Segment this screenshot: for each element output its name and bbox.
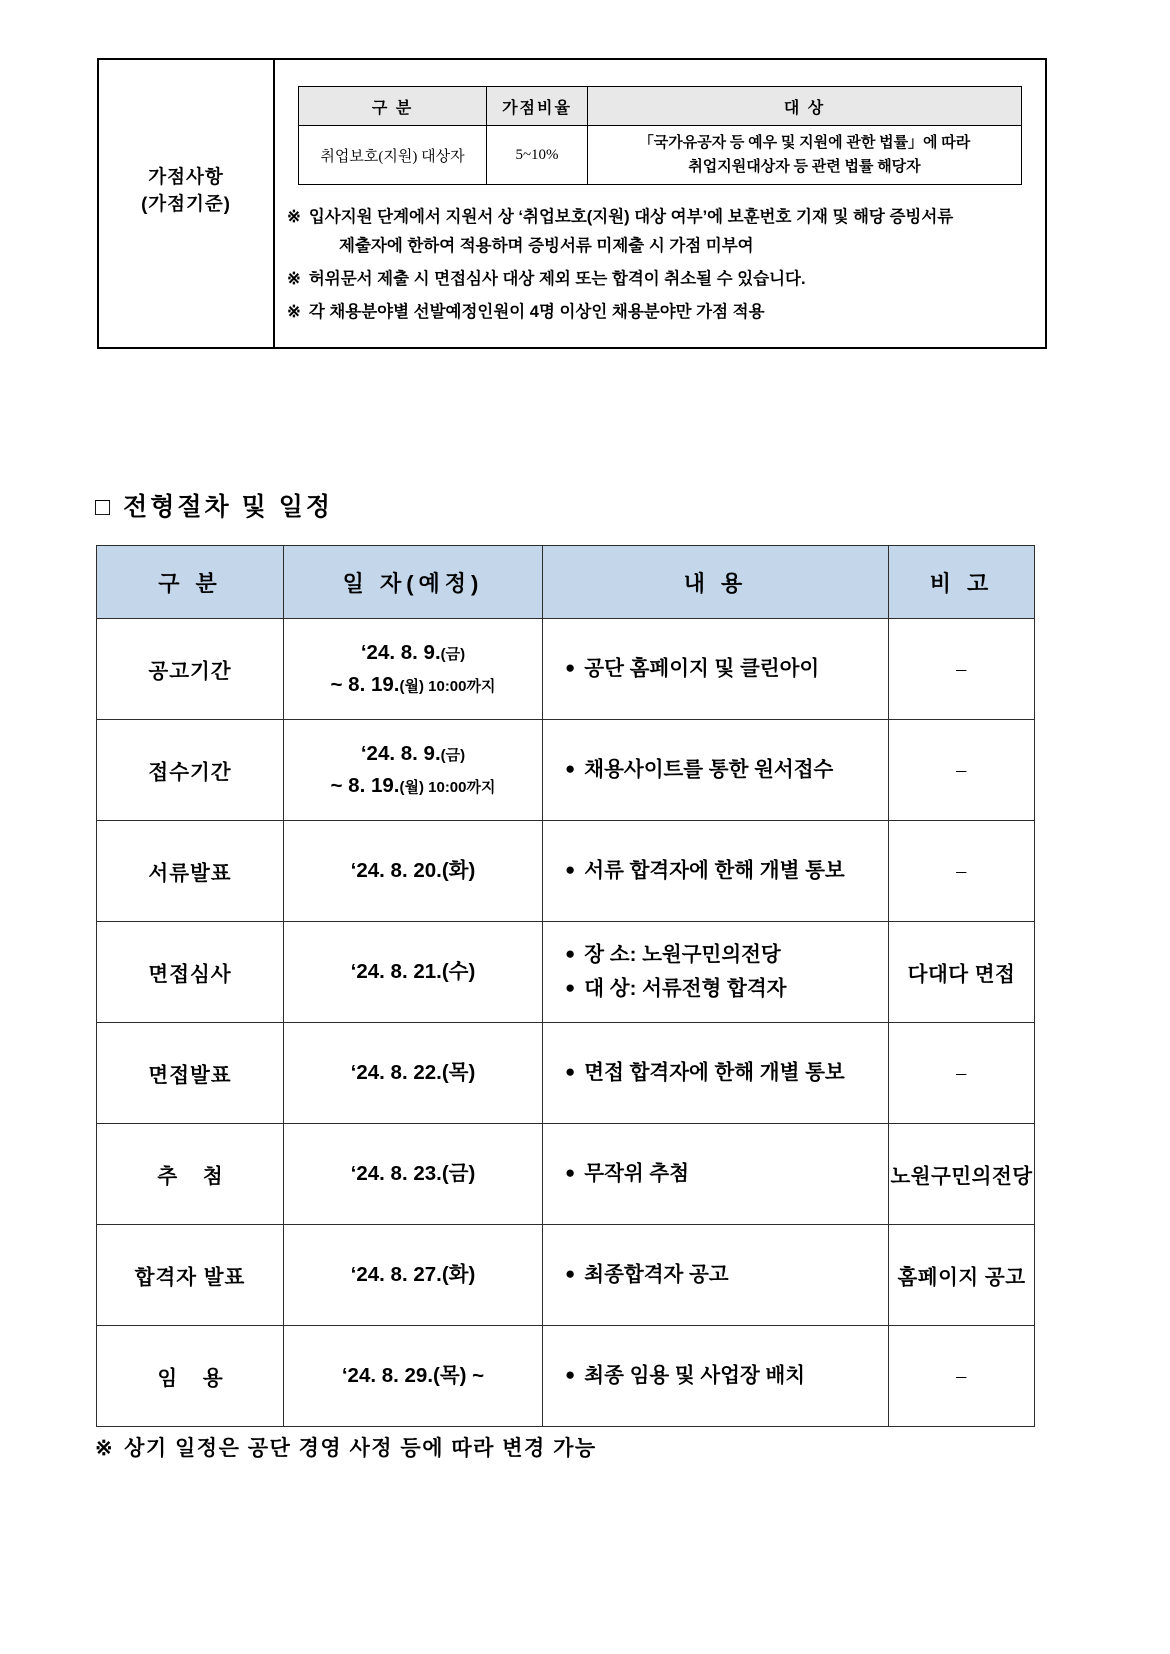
cell-target-line1: 「국가유공자 등 예우 및 지원에 관한 법률」에 따라 [638,135,971,151]
table-row [97,720,1035,821]
cell-date [284,1326,543,1427]
cell-note: – [889,1023,1035,1124]
table-row [97,922,1035,1023]
table-row [97,619,1035,720]
bullet-icon: ● [565,1264,576,1284]
cell-content-line1: 무작위 추첨 [584,1162,689,1186]
bonus-points-section [97,58,1047,349]
cell-note: 노원구민의전당 [889,1124,1035,1225]
cell-target [588,126,1022,185]
table-row [97,821,1035,922]
note-mark: ※ [287,302,301,321]
bullet-icon: ● [565,759,576,779]
cell-note: 홈페이지 공고 [889,1225,1035,1326]
cell-date-line1: ‘24. 8. 21.(수) [350,960,476,984]
table-row [97,1124,1035,1225]
bullet-icon: ● [565,1163,576,1183]
column-header-note: 비 고 [889,546,1035,619]
cell-date-line2: ~ 8. 19. [330,673,400,696]
column-header-content: 내 용 [543,546,889,619]
schedule-table-wrap [96,545,1033,1427]
note-text: 입사지원 단계에서 지원서 상 ‘취업보호(지원) 대상 여부’에 보훈번호 기재 및 해당 증빙서류 [308,208,954,226]
cell-date-line2: ~ 8. 19. [330,774,400,797]
cell-note: – [889,1326,1035,1427]
cell-date [284,619,543,720]
cell-date [284,1023,543,1124]
cell-note: 다대다 면접 [889,922,1035,1023]
column-header-division: 구 분 [97,546,284,619]
cell-date [284,922,543,1023]
cell-content-line1: 면접 합격자에 한해 개별 통보 [584,1061,845,1085]
column-header-rate: 가점비율 [487,87,588,126]
bonus-points-label-line2: (가점기준) [141,193,231,215]
cell-division: 면접심사 [97,922,284,1023]
cell-date-line1: ‘24. 8. 9. [360,641,441,665]
cell-division: 임 용 [97,1326,284,1427]
cell-division: 면접발표 [97,1023,284,1124]
cell-date [284,821,543,922]
cell-date-line1: ‘24. 8. 20.(화) [350,859,476,883]
cell-content [543,922,889,1023]
cell-content-line1: 공단 홈페이지 및 클린아이 [584,657,820,681]
column-header-target: 대 상 [588,87,1022,126]
cell-note: – [889,619,1035,720]
cell-date [284,720,543,821]
bonus-points-label-line1: 가점사항 [148,165,224,187]
cell-content-line1: 최종 임용 및 사업장 배치 [584,1364,806,1388]
table-row [299,126,1022,185]
cell-date-line1: ‘24. 8. 9. [360,742,441,766]
table-row [97,1225,1035,1326]
bullet-icon: ● [565,1365,576,1385]
section-heading-text: 전형절차 및 일정 [123,493,334,521]
cell-content-line1: 장 소: 노원구민의전당 [584,943,781,967]
cell-content-line1: 최종합격자 공고 [584,1263,729,1287]
note-item [287,203,1033,261]
cell-content [543,1225,889,1326]
cell-target-line2: 취업지원대상자 등 관련 법률 해당자 [688,159,921,175]
cell-date-suffix1: (금) [440,646,466,664]
cell-content-line2: 대 상: 서류전형 합격자 [584,977,787,1000]
cell-content [543,720,889,821]
cell-rate: 5~10% [487,126,588,185]
note-text: 상기 일정은 공단 경영 사정 등에 따라 변경 가능 [124,1437,597,1460]
note-mark: ※ [95,1437,115,1460]
page-title [95,487,333,523]
cell-note: – [889,821,1035,922]
square-bullet-icon: □ [95,493,114,521]
bullet-icon: ● [565,944,576,964]
cell-content [543,1326,889,1427]
cell-division: 취업보호(지원) 대상자 [299,126,487,185]
bonus-points-table [298,86,1022,185]
note-text: 허위문서 제출 시 면접심사 대상 제외 또는 합격이 취소될 수 있습니다. [308,269,806,288]
note-text-continued: 제출자에 한하여 적용하며 증빙서류 미제출 시 가점 미부여 [339,236,754,255]
cell-division: 추 첨 [97,1124,284,1225]
cell-date-suffix1: (금) [440,747,466,765]
bonus-points-notes [287,203,1033,327]
note-mark: ※ [287,208,301,226]
table-row [97,1326,1035,1427]
cell-division: 합격자 발표 [97,1225,284,1326]
note-mark: ※ [287,269,301,288]
table-row [97,1023,1035,1124]
cell-content [543,619,889,720]
table-header-row [299,87,1022,126]
bonus-points-label [99,60,275,347]
bullet-icon: ● [565,860,576,880]
cell-date [284,1124,543,1225]
cell-division: 공고기간 [97,619,284,720]
cell-content-line1: 서류 합격자에 한해 개별 통보 [584,859,845,883]
bullet-icon: ● [565,978,576,997]
bonus-points-body [275,60,1045,347]
cell-content-line1: 채용사이트를 통한 원서접수 [584,758,834,782]
cell-content [543,1023,889,1124]
cell-content [543,821,889,922]
note-item [287,265,1033,294]
note-item [287,298,1033,327]
cell-date-line1: ‘24. 8. 22.(목) [350,1061,476,1085]
cell-note: – [889,720,1035,821]
schedule-table [96,545,1035,1427]
note-text: 각 채용분야별 선발예정인원이 4명 이상인 채용분야만 가점 적용 [308,302,765,321]
cell-division: 서류발표 [97,821,284,922]
cell-date [284,1225,543,1326]
cell-date-line1: ‘24. 8. 23.(금) [350,1162,476,1186]
schedule-footer-note [95,1432,597,1462]
table-header-row [97,546,1035,619]
bullet-icon: ● [565,658,576,678]
column-header-division: 구 분 [299,87,487,126]
cell-date-suffix2: (월) 10:00까지 [399,678,496,695]
cell-date-line1: ‘24. 8. 27.(화) [350,1263,476,1287]
cell-content [543,1124,889,1225]
cell-division: 접수기간 [97,720,284,821]
cell-date-line1: ‘24. 8. 29.(목) ~ [341,1364,485,1388]
column-header-date: 일 자(예정) [284,546,543,619]
bullet-icon: ● [565,1062,576,1082]
cell-date-suffix2: (월) 10:00까지 [399,779,496,796]
